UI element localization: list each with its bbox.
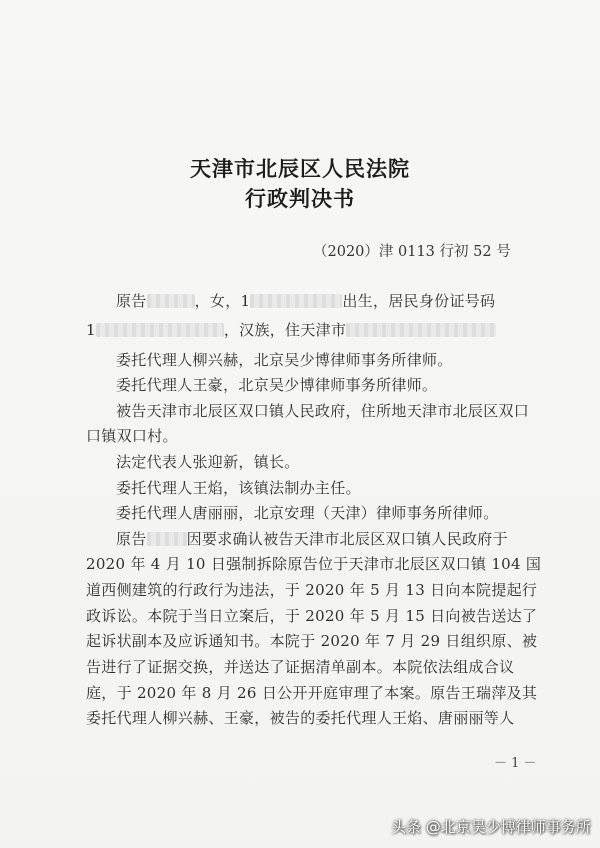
agent-line-2: 委托代理人王豪，北京吴少博律师事务所律师。	[116, 376, 438, 394]
case-paragraph-line-7: 庭，于 2020 年 8 月 26 日公开开庭审理了本案。原告王瑞萍及其	[86, 684, 538, 702]
redaction-block	[346, 323, 496, 337]
text-segment: 出生，居民身份证号码	[342, 292, 496, 310]
legal-representative-line: 法定代表人张迎新，镇长。	[116, 453, 300, 471]
page-number: － 1 －	[494, 756, 537, 771]
court-name-heading: 天津市北辰区人民法院	[190, 156, 410, 181]
case-paragraph-line-4: 政诉讼。本院于当日立案后，于 2020 年 5 月 15 日向被告送达了	[86, 607, 538, 625]
case-paragraph-line-8: 委托代理人柳兴赫、王豪，被告的委托代理人王焰、唐丽丽等人	[86, 709, 515, 727]
text-segment: 原告	[116, 530, 147, 548]
document-type-heading: 行政判决书	[245, 186, 355, 211]
text-segment: ，女，1	[194, 292, 251, 310]
text-segment: 1	[86, 321, 96, 339]
plaintiff-line-2	[86, 319, 496, 340]
redaction-block	[147, 532, 187, 546]
case-paragraph-line-3: 道西侧建筑的行政行为违法，于 2020 年 5 月 13 日向本院提起行	[86, 581, 538, 599]
redaction-block	[147, 294, 195, 308]
case-paragraph-line-6: 告进行了证据交换，并送达了证据清单副本。本院依法组成合议	[86, 658, 515, 676]
case-paragraph-line-1	[116, 528, 508, 549]
text-segment: 因要求确认被告天津市北辰区双口镇人民政府于	[186, 530, 508, 548]
agent-line-1: 委托代理人柳兴赫，北京吴少博律师事务所律师。	[116, 351, 453, 369]
text-segment: ，汉族，住天津市	[223, 321, 347, 339]
defendant-line-cont: 口镇双口村。	[86, 427, 178, 445]
case-number: （2020）津 0113 行初 52 号	[313, 244, 511, 260]
defendant-line: 被告天津市北辰区双口镇人民政府，住所地天津市北辰区双口	[116, 402, 530, 420]
text-segment: 原告	[116, 292, 147, 310]
defendant-agent-line-2: 委托代理人唐丽丽，北京安理（天津）律师事务所律师。	[116, 504, 499, 522]
watermark: 头条 @北京吴少博律师事务所	[391, 818, 591, 836]
case-paragraph-line-5: 起诉状副本及应诉通知书。本院于 2020 年 7 月 29 日组织原、被	[86, 632, 538, 650]
redaction-block	[96, 323, 224, 337]
redaction-block	[250, 294, 342, 308]
defendant-agent-line-1: 委托代理人王焰，该镇法制办主任。	[116, 479, 361, 497]
plaintiff-line-1	[116, 290, 495, 311]
case-paragraph-line-2: 2020 年 4 月 10 日强制拆除原告位于天津市北辰区双口镇 104 国	[86, 555, 542, 573]
